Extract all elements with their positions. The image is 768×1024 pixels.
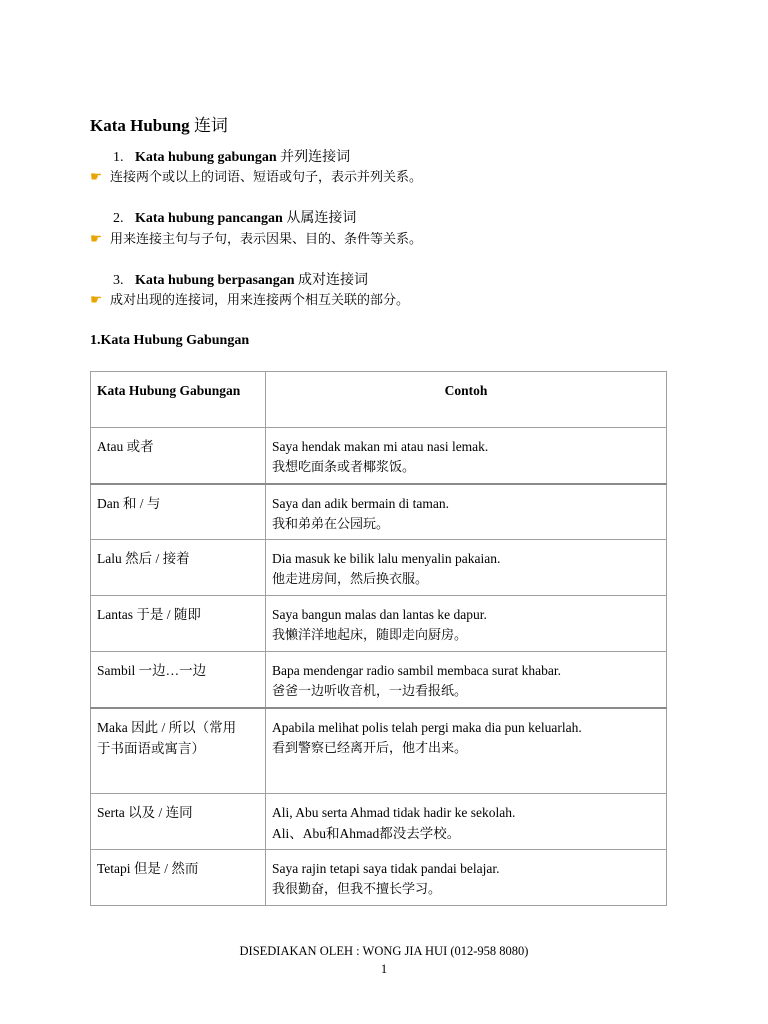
table-cell-example — [266, 708, 667, 794]
item-chinese: 并列连接词 — [280, 149, 351, 165]
list-number: 2. — [113, 211, 124, 226]
table-cell-example — [266, 794, 667, 850]
table-row — [91, 484, 667, 540]
table-row — [91, 540, 667, 596]
table-row — [91, 708, 667, 794]
table-cell-example — [266, 484, 667, 540]
list-item-2 — [113, 209, 356, 228]
example-chinese: 我想吃面条或者椰浆饭。 — [272, 460, 416, 475]
table-cell-example — [266, 850, 667, 906]
word-text: Maka 因此 / 所以（常用 — [97, 719, 237, 735]
item-name: Kata hubung gabungan — [135, 150, 277, 165]
example-chinese: 我懒洋洋地起床，随即走向厨房。 — [272, 628, 468, 643]
example-malay: Bapa mendengar radio sambil membaca surat khabar. — [272, 663, 562, 678]
item-description-1 — [90, 168, 422, 187]
word-text: Dan 和 / 与 — [97, 495, 161, 511]
footer-credit: DISEDIAKAN OLEH : WONG JIA HUI (012-958 8080) — [239, 944, 529, 958]
table-cell-example — [266, 652, 667, 708]
example-chinese: 爸爸一边听收音机，一边看报纸。 — [272, 684, 468, 699]
title-chinese: 连词 — [193, 116, 228, 136]
example-chinese: 他走进房间，然后换衣服。 — [272, 572, 429, 587]
table-cell-word — [91, 484, 266, 540]
pointing-hand-icon: ☛ — [90, 231, 103, 247]
word-text: Atau 或者 — [97, 439, 154, 454]
table-cell-word — [91, 428, 266, 484]
table-row — [91, 794, 667, 850]
example-chinese: 我和弟弟在公园玩。 — [272, 516, 390, 532]
column-header-word: Kata Hubung Gabungan — [91, 372, 266, 428]
document-title — [90, 115, 228, 137]
item-name: Kata hubung pancangan — [135, 211, 283, 226]
example-chinese: 看到警察已经离开后，他才出来。 — [272, 740, 468, 756]
word-text: Serta 以及 / 连同 — [97, 805, 193, 820]
list-item-1 — [113, 148, 350, 167]
column-header-example: Contoh — [266, 372, 667, 428]
example-malay: Saya bangun malas dan lantas ke dapur. — [272, 607, 487, 622]
example-malay: Apabila melihat polis telah pergi maka dia pun keluarlah. — [272, 719, 582, 735]
section-heading: 1.Kata Hubung Gabungan — [90, 333, 250, 348]
list-item-3 — [113, 271, 368, 290]
pointing-hand-icon: ☛ — [90, 169, 103, 185]
description-text: 成对出现的连接词，用来连接两个相互关联的部分。 — [110, 293, 410, 308]
table-cell-example — [266, 596, 667, 652]
page-number: 1 — [380, 962, 388, 976]
example-malay: Dia masuk ke bilik lalu menyalin pakaian. — [272, 551, 501, 566]
example-malay: Saya dan adik bermain di taman. — [272, 495, 449, 511]
example-malay: Saya hendak makan mi atau nasi lemak. — [272, 439, 489, 454]
word-text: Tetapi 但是 / 然而 — [97, 861, 199, 876]
table-cell-example — [266, 540, 667, 596]
table-cell-word — [91, 596, 266, 652]
table-cell-example — [266, 428, 667, 484]
example-chinese: 我很勤奋，但我不擅长学习。 — [272, 882, 442, 897]
item-chinese: 成对连接词 — [298, 272, 369, 288]
description-text: 连接两个或以上的词语、短语或句子，表示并列关系。 — [110, 170, 423, 185]
table-header-row — [91, 372, 667, 428]
word-text: Lalu 然后 / 接着 — [97, 551, 190, 566]
example-malay: Saya rajin tetapi saya tidak pandai belajar. — [272, 861, 500, 876]
table-row — [91, 850, 667, 906]
example-malay: Ali, Abu serta Ahmad tidak hadir ke sekolah. — [272, 805, 516, 820]
table-cell-word — [91, 652, 266, 708]
word-text: Sambil 一边…一边 — [97, 663, 207, 678]
table-cell-word — [91, 540, 266, 596]
conjunction-table — [90, 371, 667, 906]
table-row — [91, 652, 667, 708]
title-latin: Kata Hubung — [90, 116, 190, 135]
item-description-2 — [90, 230, 422, 249]
list-number: 3. — [113, 273, 124, 288]
table-cell-word — [91, 850, 266, 906]
pointing-hand-icon: ☛ — [90, 292, 103, 308]
description-text: 用来连接主句与子句，表示因果、目的、条件等关系。 — [110, 232, 423, 247]
word-text-line2: 于书面语或寓言） — [97, 740, 205, 756]
list-number: 1. — [113, 150, 124, 165]
table-row — [91, 428, 667, 484]
item-description-3 — [90, 291, 409, 310]
item-name: Kata hubung berpasangan — [135, 273, 295, 288]
table-row — [91, 596, 667, 652]
item-chinese: 从属连接词 — [286, 210, 357, 226]
example-chinese: Ali、Abu和Ahmad都没去学校。 — [272, 826, 461, 841]
word-text: Lantas 于是 / 随即 — [97, 607, 201, 622]
table-cell-word — [91, 794, 266, 850]
table-cell-word — [91, 708, 266, 794]
